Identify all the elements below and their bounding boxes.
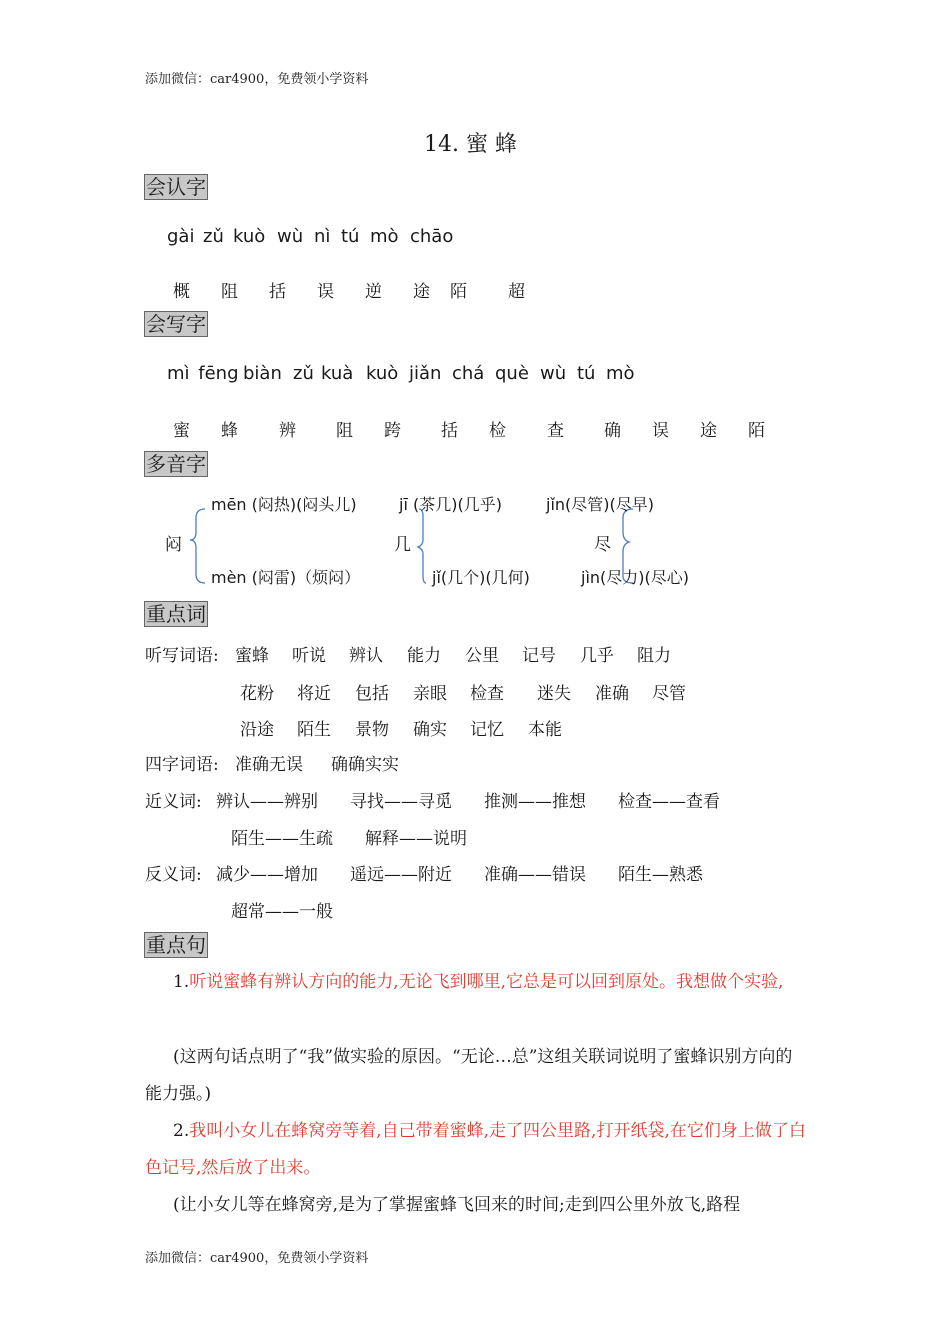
word-item: 景物 [355,720,389,740]
write-pinyin: kuà [321,363,354,384]
synonym-pair: 辨认——辨别 [216,792,318,812]
write-char: 确 [604,421,621,441]
word-item: 准确 [595,684,629,704]
write-pinyin: mì fēng [167,363,239,384]
poly-char-ji: 几 [394,535,411,555]
read-char: 误 [317,282,334,302]
word-item: 陌生 [297,720,331,740]
write-pinyin: tú [577,363,596,384]
word-item: 花粉 [240,684,274,704]
poly-men-bottom: mèn (闷雷)（烦闷） [211,568,361,587]
section-read-heading: 会认字 [146,175,206,199]
section-sentences-heading: 重点句 [146,933,206,957]
read-char: 阻 [221,282,238,302]
read-char: 括 [269,282,286,302]
antonym-pair: 陌生—熟悉 [618,865,703,885]
read-char: 陌 [450,282,467,302]
poly-jin-top: jǐn(尽管)(尽早) [546,495,655,514]
word-item: 蜜蜂 [235,646,269,666]
poly-char-jin: 尽 [594,535,611,555]
antonym-label: 反义词: [145,865,202,885]
synonym-label: 近义词: [145,792,202,812]
sentence-text: 我叫小女儿在蜂窝旁等着,自己带着蜜蜂,走了四公里路,打开纸袋,在它们身上做了白色记号,然后放了出来。 [145,1121,806,1178]
antonym-pair: 准确——错误 [484,865,586,885]
write-pinyin: kuò [366,363,399,384]
word-item: 迷失 [537,684,571,704]
read-pinyin: tú [341,226,360,247]
read-pinyin: wù [277,226,304,247]
write-char: 蜜 [173,421,190,441]
sentence-text: 听说蜜蜂有辨认方向的能力,无论飞到哪里,它总是可以回到原处。我想做个实验, [189,972,784,992]
read-pinyin: gài [167,226,195,247]
four-char-label: 四字词语: [145,755,219,775]
synonym-pair: 检查——查看 [618,792,720,812]
read-char: 概 [173,282,190,302]
synonym-pair: 解释——说明 [365,829,467,849]
page-header: 添加微信：car4900，免费领小学资料 [145,72,369,87]
synonym-pair: 推测——推想 [484,792,586,812]
write-pinyin: chá [452,363,485,384]
write-pinyin: mò [606,363,635,384]
write-char: 蜂 [221,421,238,441]
word-item: 记忆 [470,720,504,740]
write-pinyin: què [495,363,529,384]
word-item: 检查 [470,684,504,704]
sentence-note-1: (这两句话点明了“我”做实验的原因。“无论…总”这组关联词说明了蜜蜂识别方向的能力强。) [145,1047,793,1104]
brace-men [190,509,205,583]
word-item: 阻力 [637,646,671,666]
antonym-pair: 超常——一般 [231,902,333,922]
sentence-note-2: (让小女儿等在蜂窝旁,是为了掌握蜜蜂飞回来的时间;走到四公里外放飞,路程 [173,1195,741,1215]
word-item: 公里 [465,646,499,666]
word-item: 沿途 [240,720,274,740]
word-item: 尽管 [652,684,686,704]
key-sentence-2 [145,1113,807,1187]
word-item: 听说 [292,646,326,666]
write-char: 辨 [279,421,296,441]
write-pinyin: biàn [243,363,282,384]
page-footer: 添加微信：car4900，免费领小学资料 [145,1251,369,1266]
write-pinyin: wù [540,363,567,384]
write-char: 阻 [336,421,353,441]
write-pinyin: jiǎn [409,363,442,384]
read-pinyin: chāo [410,226,454,247]
read-pinyin: zǔ [203,226,224,247]
write-char: 误 [652,421,669,441]
page-title: 14. 蜜 蜂 [424,132,517,157]
word-item: 亲眼 [413,684,447,704]
poly-char-men: 闷 [165,535,182,555]
synonym-pair: 寻找——寻觅 [350,792,452,812]
section-write-heading: 会写字 [146,312,206,336]
antonym-pair: 遥远——附近 [350,865,452,885]
word-item: 本能 [528,720,562,740]
write-char: 查 [547,421,564,441]
brace-ji [418,509,426,583]
poly-ji-top: jī (茶几)(几乎) [399,495,502,514]
read-pinyin: nì [314,226,331,247]
sentence-number: 1. [173,972,190,992]
word-item: 能力 [407,646,441,666]
write-char: 跨 [384,421,401,441]
word-item: 准确无误 [235,755,303,775]
word-item: 几乎 [580,646,614,666]
read-char: 超 [508,282,525,302]
synonym-pair: 陌生——生疏 [231,829,333,849]
antonym-pair: 减少——增加 [216,865,318,885]
section-words-heading: 重点词 [146,602,206,626]
word-item: 确实 [413,720,447,740]
read-pinyin: kuò [233,226,266,247]
word-item: 辨认 [349,646,383,666]
write-char: 途 [700,421,717,441]
section-poly-heading: 多音字 [146,452,206,476]
write-char: 括 [441,421,458,441]
word-item: 确确实实 [331,755,399,775]
poly-men-top: mēn (闷热)(闷头儿) [211,495,357,514]
word-item: 将近 [297,684,331,704]
read-pinyin: mò [370,226,399,247]
poly-jin-bottom: jìn(尽力)(尽心) [581,568,690,587]
key-sentence-1 [145,964,807,1001]
write-pinyin: zǔ [293,363,314,384]
word-item: 包括 [355,684,389,704]
word-item: 记号 [522,646,556,666]
poly-ji-bottom: jǐ(几个)(几何) [432,568,530,587]
read-char: 途 [413,282,430,302]
dictation-label: 听写词语: [145,646,219,666]
sentence-number: 2. [173,1121,190,1141]
read-char: 逆 [365,282,382,302]
write-char: 陌 [748,421,765,441]
write-char: 检 [489,421,506,441]
